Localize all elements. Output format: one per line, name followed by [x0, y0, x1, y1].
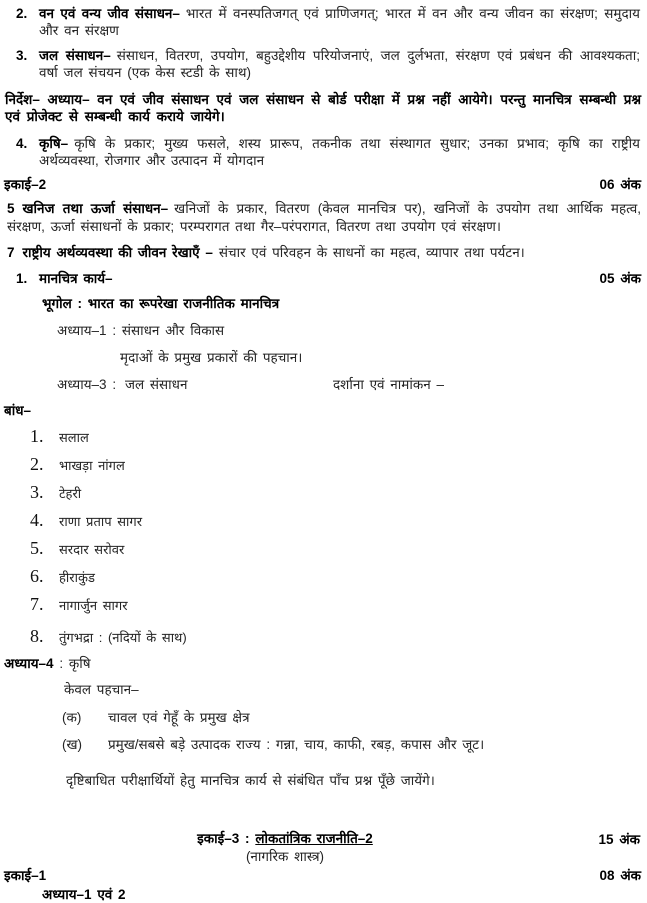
- list-item-forest-wildlife: [4, 5, 642, 40]
- identification-only-line: केवल पहचान–: [64, 682, 139, 698]
- dams-heading: बांध–: [4, 402, 32, 418]
- dam-name: नागार्जुन सागर: [59, 597, 128, 613]
- list-item-heading: वन एवं वन्य जीव संसाधन–: [39, 6, 180, 21]
- sub-item-text: प्रमुख/सबसे बड़े उत्पादक राज्य : गन्ना, चाय, काफी, रबड़, कपास और जूट।: [108, 736, 485, 752]
- list-item-body-text: खनिजों के प्रकार, वितरण (केवल मानचित्र पर), खनिजों के उपयोग तथा आर्थिक महत्व, संरक्षण, ऊर्जा संसाधनों के प्रकार; परम्परागत तथा गैर–परंपरागत, वितरण तथा उपयोग एवं संरक्षण।: [7, 201, 641, 234]
- dam-number: 6.: [30, 565, 44, 586]
- list-item-heading: राष्ट्रीय अर्थव्यवस्था की जीवन रेखाएँ –: [22, 244, 213, 260]
- dam-list-item: [30, 481, 642, 504]
- dam-number: 7.: [30, 593, 44, 614]
- list-item-text: [39, 5, 642, 40]
- unit-3-title: लोकतांत्रिक राजनीति–2: [255, 831, 373, 847]
- list-item-number: 4.: [16, 135, 28, 151]
- geography-map-heading: भूगोल : भारत का रूपरेखा राजनीतिक मानचित्र: [42, 296, 280, 312]
- dam-list-item: [30, 425, 642, 448]
- dam-name: सलाल: [59, 429, 89, 445]
- dam-name: राणा प्रताप सागर: [59, 513, 143, 529]
- dam-name: टेहरी: [59, 485, 82, 501]
- unit-3-heading: [4, 830, 566, 847]
- map-work-number: 1.: [16, 271, 28, 287]
- dam-number: 2.: [30, 453, 44, 474]
- sub-item-text: चावल एवं गेहूँ के प्रमुख क्षेत्र: [108, 709, 250, 725]
- chapter-3-instruction: दर्शाना एवं नामांकन –: [333, 377, 444, 393]
- list-item-number: 5: [7, 201, 15, 217]
- map-work-heading: मानचित्र कार्य–: [39, 271, 113, 287]
- list-item-number: 3.: [16, 47, 28, 63]
- sub-item-ka: [62, 709, 642, 726]
- unit-2-label: इकाई–2: [4, 177, 47, 193]
- list-item-text: [39, 135, 642, 170]
- dam-name: तुंगभद्रा : (नदियों के साथ): [59, 630, 187, 645]
- unit-3-label: इकाई–3 :: [197, 831, 250, 847]
- list-item-heading: जल संसाधन–: [39, 47, 111, 63]
- dam-number: 1.: [30, 425, 44, 446]
- unit-3-row: [4, 830, 642, 847]
- chapter-4-topic: : कृषि: [59, 656, 91, 672]
- unit-3-marks: 15 अंक: [598, 832, 640, 848]
- dam-number: 3.: [30, 481, 44, 502]
- soil-types-line: मृदाओं के प्रमुख प्रकारों की पहचान।: [120, 349, 303, 365]
- list-item-text: [39, 47, 642, 82]
- dam-name: भाखड़ा नांगल: [59, 457, 125, 473]
- list-item-number: 2.: [16, 6, 28, 21]
- map-work-marks: 05 अंक: [599, 271, 641, 287]
- unit-1-row: [4, 867, 641, 884]
- list-item-number: 7: [7, 244, 15, 260]
- unit-2-marks: 06 अंक: [599, 177, 641, 193]
- dam-list-item: [30, 565, 642, 588]
- visually-impaired-note: दृष्टिबाधित परीक्षार्थियों हेतु मानचित्र कार्य से संबंधित पाँच प्रश्न पूँछे जायेंगे।: [66, 773, 435, 789]
- unit-3-subtitle: (नागरिक शास्त्र): [245, 848, 325, 864]
- dam-list-item: [30, 625, 642, 648]
- chapter-4-label: अध्याय–4: [4, 656, 54, 672]
- list-item-minerals-energy: [7, 200, 641, 235]
- dam-number: 5.: [30, 537, 44, 558]
- dam-list-item: [30, 593, 642, 616]
- dam-number: 4.: [30, 509, 44, 530]
- dam-name: हीराकुंड: [59, 569, 95, 585]
- dam-name: सरदार सरोवर: [59, 541, 125, 557]
- unit-1-marks: 08 अंक: [599, 867, 641, 883]
- chapter-1-line: अध्याय–1 : संसाधन और विकास: [57, 322, 225, 338]
- list-item-economy-lifelines: [7, 244, 641, 261]
- sub-item-label: (ख): [62, 736, 83, 752]
- dam-list-item: [30, 509, 642, 532]
- list-item-heading: खनिज तथा ऊर्जा संसाधन–: [22, 201, 169, 217]
- list-item-body-text: भारत में वनस्पतिजगत् एवं प्राणिजगत्; भारत में वन और वन्य जीवन का संरक्षण; समुदाय और वन संरक्षण: [39, 6, 640, 39]
- list-item-agriculture: [4, 135, 642, 170]
- chapter-3-row: [57, 376, 642, 393]
- chapter-3-topic: जल संसाधन: [125, 377, 188, 393]
- unit-2-row: [4, 176, 641, 193]
- unit-1-label: इकाई–1: [4, 867, 47, 883]
- list-item-body-text: कृषि के प्रकार; मुख्य फसले, शस्य प्रारूप, तकनीक तथा संस्थागत सुधार; उनका प्रभाव; कृषि का राष्ट्रीय अर्थव्यवस्था, रोजगार और उत्पादन में योगदान: [39, 135, 640, 168]
- instruction-note: निर्देश– अध्याय– वन एवं जीव संसाधन एवं जल संसाधन से बोर्ड परीक्षा में प्रश्न नहीं आयेगे। परन्तु मानचित्र सम्बन्धी प्रश्न एवं प्रोजेक्ट से सम्बन्धी कार्य कराये जायेगे।: [5, 92, 641, 125]
- chapter-4-row: [4, 655, 642, 672]
- sub-item-label: (क): [62, 709, 82, 725]
- list-item-heading: कृषि–: [39, 135, 69, 151]
- dam-list-item: [30, 537, 642, 560]
- list-item-body-text: संसाधन, वितरण, उपयोग, बहुउद्देशीय परियोजनाएं, जल दुर्लभता, संरक्षण एवं प्रबंधन की आवश्यकता; वर्षा जल संचयन (एक केस स्टडी के साथ): [39, 47, 640, 80]
- sub-item-kha: [62, 736, 642, 753]
- map-work-row: [16, 270, 641, 287]
- chapters-1-2-line: अध्याय–1 एवं 2: [42, 887, 126, 903]
- list-item-body-text: संचार एवं परिवहन के साधनों का महत्व, व्यापार तथा पर्यटन।: [218, 244, 525, 260]
- dam-number: 8.: [30, 626, 44, 646]
- list-item-water-resources: [4, 47, 642, 82]
- dam-list-item: [30, 453, 642, 476]
- chapter-3-label: अध्याय–3 :: [57, 377, 117, 393]
